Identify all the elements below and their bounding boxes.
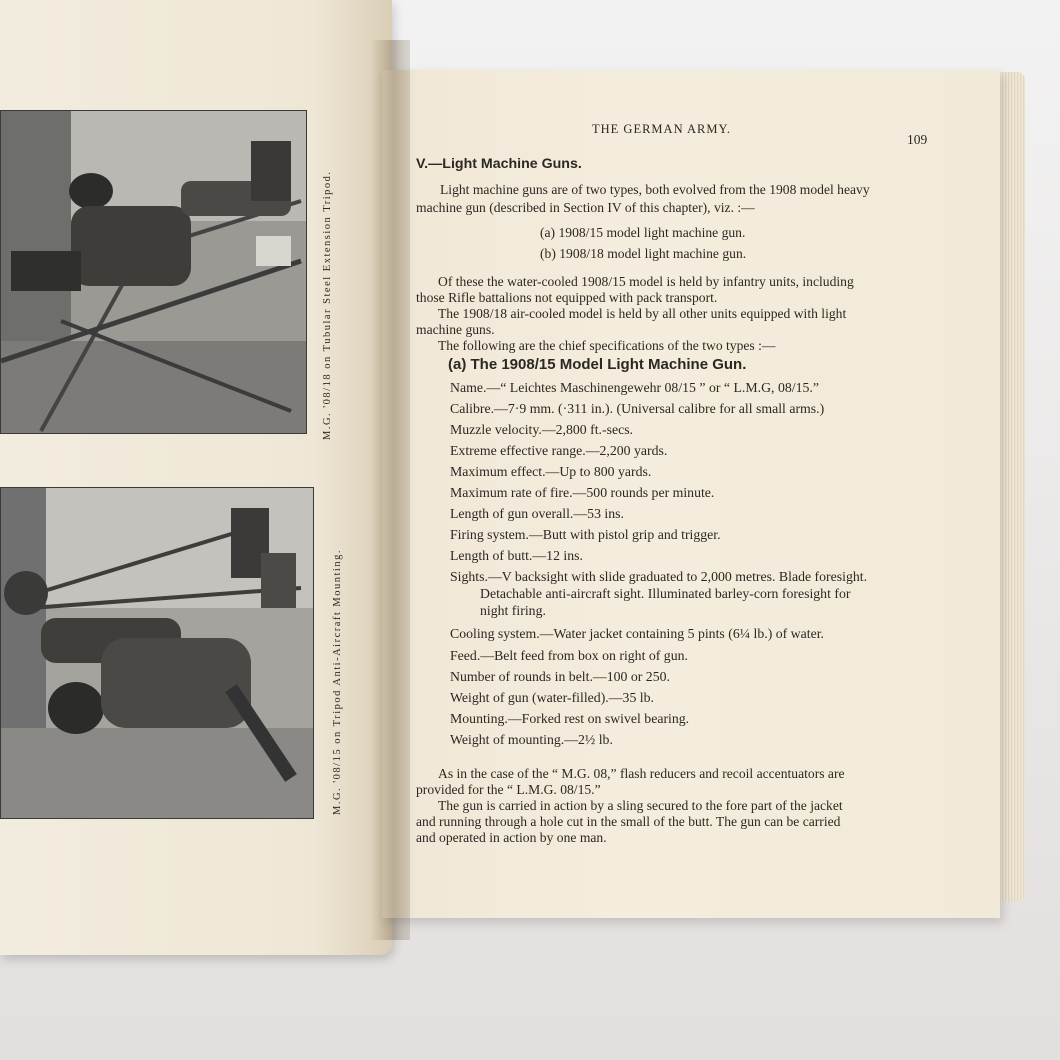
spec-calibre: Calibre.—7·9 mm. (·311 in.). (Universal calibre for all small arms.)	[450, 401, 825, 416]
spec-mounting: Mounting.—Forked rest on swivel bearing.	[450, 711, 690, 726]
para1-line-2: those Rifle battalions not equipped with pack transport.	[416, 290, 718, 305]
spec-cooling-system: Cooling system.—Water jacket containing 5 pints (6¼ lb.) of water.	[450, 626, 825, 641]
photo-caption-1: M.G. '08/18 on Tubular Steel Extension Tripod.	[322, 170, 333, 440]
type-a: (a) 1908/15 model light machine gun.	[540, 225, 746, 240]
closing-line-2: provided for the “ L.M.G. 08/15.”	[416, 782, 601, 797]
spec-weight-of-mounting: Weight of mounting.—2½ lb.	[450, 732, 613, 747]
spec-maximum-effect: Maximum effect.—Up to 800 yards.	[450, 464, 652, 479]
spec-muzzle-velocity: Muzzle velocity.—2,800 ft.-secs.	[450, 422, 634, 437]
closing-line-3: The gun is carried in action by a sling secured to the fore part of the jacket	[438, 798, 843, 813]
photo-tripod-extension	[0, 110, 307, 434]
right-page	[382, 70, 1000, 918]
closing-line-4: and running through a hole cut in the small of the butt. The gun can be carried	[416, 814, 841, 829]
spec-rounds-in-belt: Number of rounds in belt.—100 or 250.	[450, 669, 670, 684]
spec-sights-line-2: Detachable anti-aircraft sight. Illuminated barley-corn foresight for	[480, 586, 851, 601]
spec-sights-line-3: night firing.	[480, 603, 546, 618]
spec-rate-of-fire: Maximum rate of fire.—500 rounds per minute.	[450, 485, 715, 500]
book-gutter	[370, 40, 410, 940]
section-heading: V.—Light Machine Guns.	[416, 156, 582, 172]
closing-line-5: and operated in action by one man.	[416, 830, 607, 845]
spec-length-of-butt: Length of butt.—12 ins.	[450, 548, 583, 563]
para2-line-2: machine guns.	[416, 322, 495, 337]
spec-feed: Feed.—Belt feed from box on right of gun.	[450, 648, 688, 663]
left-page	[0, 0, 392, 955]
running-head: THE GERMAN ARMY.	[592, 122, 732, 136]
intro-line-1: Light machine guns are of two types, both evolved from the 1908 model heavy	[440, 182, 870, 197]
spec-sights-line-1: Sights.—V backsight with slide graduated to 2,000 metres. Blade foresight.	[450, 569, 868, 584]
para2-line-1: The 1908/18 air-cooled model is held by all other units equipped with light	[438, 306, 847, 321]
spec-name: Name.—“ Leichtes Maschinengewehr 08/15 ” or “ L.M.G, 08/15.”	[450, 380, 819, 395]
type-b: (b) 1908/18 model light machine gun.	[540, 246, 747, 261]
para1-line-1: Of these the water-cooled 1908/15 model is held by infantry units, including	[438, 274, 854, 289]
sub-heading: (a) The 1908/15 Model Light Machine Gun.	[448, 356, 747, 373]
photo-caption-2: M.G. '08/15 on Tripod Anti-Aircraft Mounting.	[332, 549, 343, 815]
intro-line-2: machine gun (described in Section IV of this chapter), viz. :—	[416, 200, 755, 215]
spec-length-overall: Length of gun overall.—53 ins.	[450, 506, 624, 521]
page-number: 109	[907, 132, 928, 147]
spec-effective-range: Extreme effective range.—2,200 yards.	[450, 443, 668, 458]
photo-anti-aircraft-mounting	[0, 487, 314, 819]
closing-line-1: As in the case of the “ M.G. 08,” flash reducers and recoil accentuators are	[438, 766, 845, 781]
para3: The following are the chief specifications of the two types :—	[438, 338, 776, 353]
spec-firing-system: Firing system.—Butt with pistol grip and trigger.	[450, 527, 721, 542]
spec-weight-of-gun: Weight of gun (water-filled).—35 lb.	[450, 690, 654, 705]
